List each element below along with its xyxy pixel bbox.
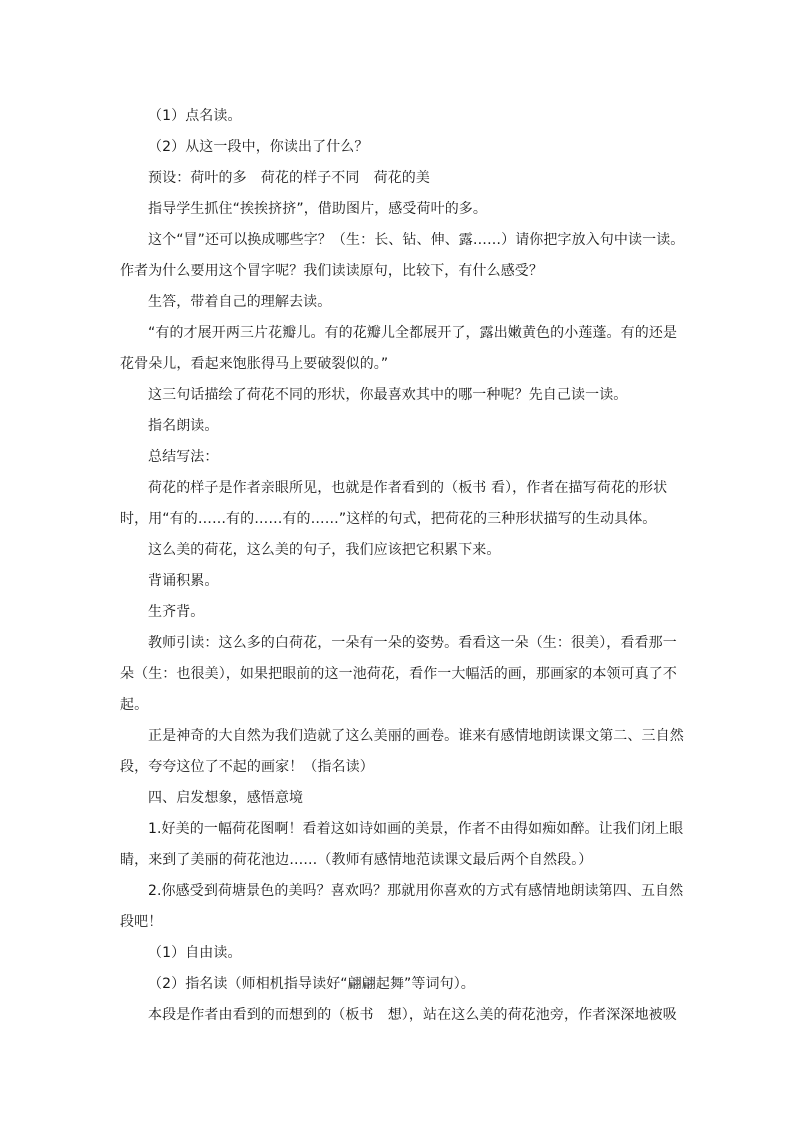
paragraph-line: 指名朗读。 (148, 418, 219, 434)
paragraph-line: 朵（生：也很美），如果把眼前的这一池荷花，看作一大幅活的画，那画家的本领可真了不 (120, 666, 677, 682)
paragraph-line: 段，夸夸这位了不起的画家！（指名读） (120, 759, 374, 775)
paragraph-line: 教师引读：这么多的白荷花，一朵有一朵的姿势。看看这一朵（生：很美），看看那一 (148, 635, 677, 651)
paragraph-line: 时，用“有的……有的……有的……”这样的句式，把荷花的三种形状描写的生动具体。 (120, 511, 657, 527)
paragraph-line: 荷花的样子是作者亲眼所见，也就是作者看到的（板书 看），作者在描写荷花的形状 (148, 480, 668, 496)
paragraph-line: （1）点名读。 (148, 108, 242, 124)
paragraph-line: 生齐背。 (148, 604, 205, 620)
paragraph-line: 这么美的荷花，这么美的句子，我们应该把它积累下来。 (148, 542, 501, 558)
paragraph-line: 这三句话描绘了荷花不同的形状，你最喜欢其中的哪一种呢？先自己读一读。 (148, 387, 628, 403)
paragraph-line: 总结写法： (148, 449, 219, 465)
paragraph-line: 作者为什么要用这个冒字呢？我们读读原句，比较下，有什么感受？ (120, 263, 543, 279)
section-heading: 四、启发想象，感悟意境 (148, 790, 304, 806)
paragraph-line: 2.你感受到荷塘景色的美吗？喜欢吗？那就用你喜欢的方式有感情地朗读第四、五自然 (148, 883, 684, 899)
paragraph-line: 正是神奇的大自然为我们造就了这么美丽的画卷。谁来有感情地朗读课文第二、三自然 (148, 728, 684, 744)
paragraph-line: 段吧！ (120, 914, 163, 930)
paragraph-line: 这个“冒”还可以换成哪些字？（生：长、钻、伸、露……）请你把字放入句中读一读。 (148, 232, 685, 248)
paragraph-line: 指导学生抓住“挨挨挤挤”，借助图片，感受荷叶的多。 (148, 201, 488, 217)
quote-line: 花骨朵儿，看起来饱胀得马上要破裂似的。” (120, 356, 389, 372)
paragraph-line: 生答，带着自己的理解去读。 (148, 294, 332, 310)
paragraph-line: 背诵积累。 (148, 573, 219, 589)
paragraph-line: （1）自由读。 (148, 945, 242, 961)
paragraph-line: （2）从这一段中，你读出了什么？ (148, 139, 369, 155)
quote-line: “有的才展开两三片花瓣儿。有的花瓣儿全都展开了，露出嫩黄色的小莲蓬。有的还是 (148, 325, 678, 341)
paragraph-line: 预设：荷叶的多 荷花的样子不同 荷花的美 (148, 170, 430, 186)
paragraph-line: 起。 (120, 697, 149, 713)
paragraph-line: （2）指名读（师相机指导读好“翩翩起舞”等词句）。 (148, 976, 475, 992)
paragraph-line: 睛，来到了美丽的荷花池边……（教师有感情地范读课文最后两个自然段。） (120, 852, 593, 868)
paragraph-line: 本段是作者由看到的而想到的（板书 想），站在这么美的荷花池旁，作者深深地被吸 (148, 1007, 677, 1023)
document-body (120, 101, 685, 1031)
paragraph-line: 1.好美的一幅荷花图啊！看着这如诗如画的美景，作者不由得如痴如醉。让我们闭上眼 (148, 821, 684, 837)
